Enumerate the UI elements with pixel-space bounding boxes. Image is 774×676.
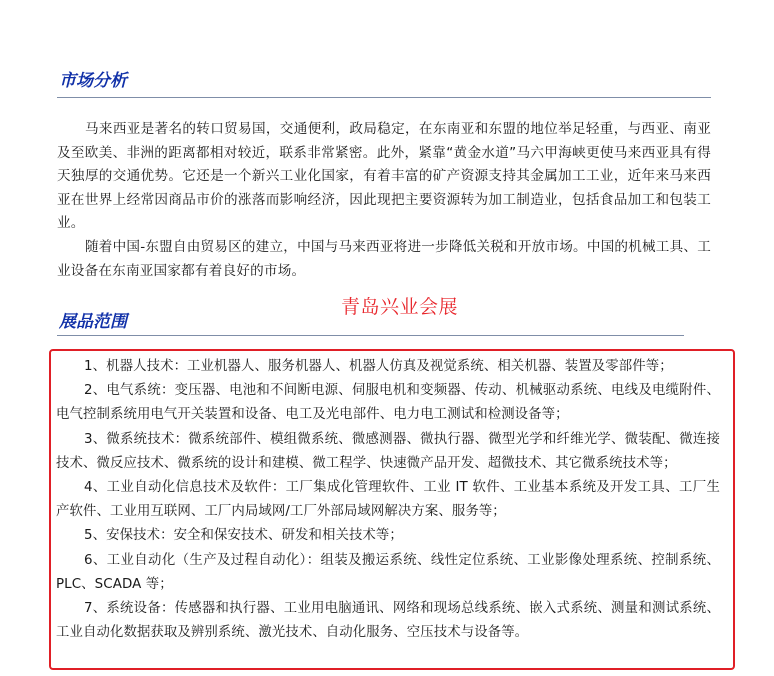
scope-item-security: 5、安保技术：安全和保安技术、研发和相关技术等； — [84, 528, 403, 544]
exhibit-scope-list — [56, 355, 720, 645]
watermark-text: 青岛兴业会展 — [341, 296, 459, 318]
market-heading-rule — [57, 97, 711, 98]
scope-item-automation-it: 4、工业自动化信息技术及软件：工厂集成化管理软件、工业 IT 软件、工业基本系统及开发工具、工厂生产软件、工业用互联网、工厂内局域网/工厂外部局域网解决方案、服务等； — [56, 480, 720, 520]
market-paragraph-2: 随着中国-东盟自由贸易区的建立，中国与马来西亚将进一步降低关税和开放市场。中国的机械工具、工业设备在东南亚国家都有着良好的市场。 — [57, 239, 711, 279]
market-analysis-heading: 市场分析 — [59, 71, 127, 91]
scope-item-system-equipment: 7、系统设备：传感器和执行器、工业用电脑通讯、网络和现场总线系统、嵌入式系统、测量和测试系统、工业自动化数据获取及辨别系统、激光技术、自动化服务、空压技术与设备等。 — [56, 601, 720, 641]
exhibit-scope-heading: 展品范围 — [59, 312, 127, 332]
scope-heading-rule — [57, 335, 684, 336]
scope-item-robotics: 1、机器人技术：工业机器人、服务机器人、机器人仿真及视觉系统、相关机器、装置及零部件等； — [84, 359, 673, 374]
scope-item-microsystems: 3、微系统技术：微系统部件、模组微系统、微感测器、微执行器、微型光学和纤维光学、微装配、微连接技术、微反应技术、微系统的设计和建模、微工程学、快速微产品开发、超微技术、其它微系统技术等； — [56, 431, 720, 471]
scope-item-industrial-automation: 6、工业自动化（生产及过程自动化）：组装及搬运系统、线性定位系统、工业影像处理系统、控制系统、PLC、SCADA 等； — [56, 552, 720, 592]
market-paragraph-1: 马来西亚是著名的转口贸易国，交通便利，政局稳定，在东南亚和东盟的地位举足轻重，与西亚、南亚及至欧美、非洲的距离都相对较近，联系非常紧密。此外，紧靠“黄金水道”马六甲海峡更使马来西亚具有得天独厚的交通优势。它还是一个新兴工业化国家，有着丰富的矿产资源支持其金属加工工业，近年来马来西亚在世界上经常因商品市价的涨落而影响经济，因此现把主要资源转为加工制造业，包括食品加工和包装工业。 — [57, 121, 711, 231]
scope-item-electrical: 2、电气系统：变压器、电池和不间断电源、伺服电机和变频器、传动、机械驱动系统、电线及电缆附件、电气控制系统用电气开关装置和设备、电工及光电部件、电力电工测试和检测设备等； — [56, 383, 720, 423]
